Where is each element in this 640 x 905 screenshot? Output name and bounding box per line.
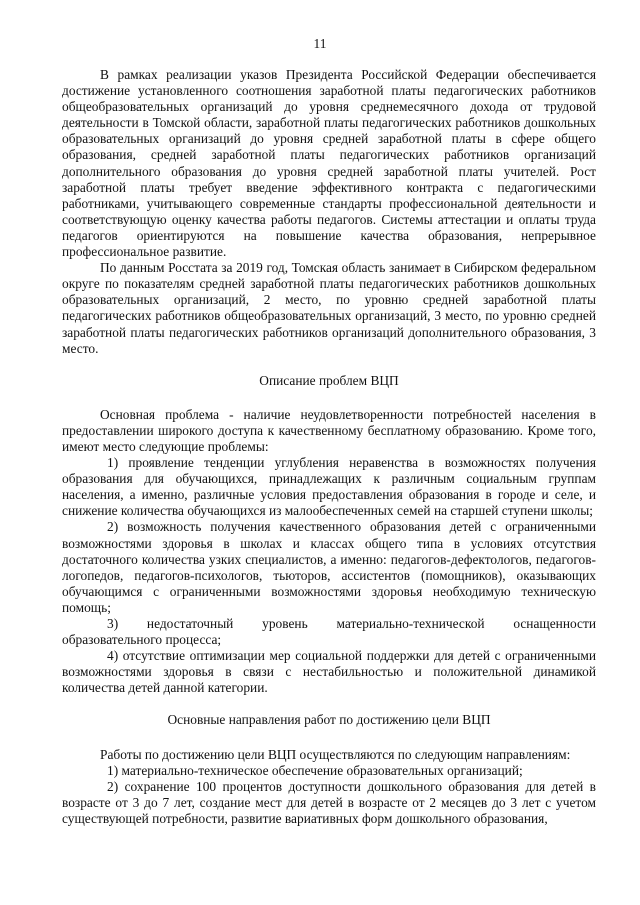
directions-intro: Работы по достижению цели ВЦП осуществляются по следующим направлениям: (100, 746, 571, 762)
problems-intro: Основная проблема - наличие неудовлетворенности потребностей населения в предоставлении широкого доступа к качественному бесплатному образованию. Кроме того, имеют место следующие проблемы: (62, 406, 596, 454)
direction-item: 1) материально-техническое обеспечение образовательных организаций; (107, 762, 523, 778)
problem-item: 2) возможность получения качественного образования детей с ограниченными возможностями здоровья в школах и классах общего типа в условиях отсутствия достаточного количества узких специалистов, а именно: педагогов-дефектологов, педагогов-логопедов, педагогов-психологов, тьюторов, ассистентов (помощников), оказывающих обучающимся с ограниченными возможностями здоровья необходимую техническую помощь; (62, 519, 596, 615)
problem-item: 3) недостаточный уровень материально-технической оснащенности образовательного процесса; (62, 616, 596, 648)
problem-item: 1) проявление тенденции углубления неравенства в возможностях получения образования для обучающихся, принадлежащих к различным социальным группам населения, а именно, различные условия предоставления образования в городе и селе, и снижение количества обучающихся из малообеспеченных семей на старшей ступени школы; (62, 455, 596, 519)
direction-item: 2) сохранение 100 процентов доступности дошкольного образования для детей в возрасте от 3 до 7 лет, создание мест для детей в возрасте от 2 месяцев до 3 лет с учетом существующей потребности, развитие вариативных форм дошкольного образования, (62, 778, 596, 826)
paragraph-rosstat: По данным Росстата за 2019 год, Томская область занимает в Сибирском федеральном округе по показателям средней заработной платы педагогических работников дошкольных образовательных организаций, 2 место, по уровню средней заработной платы педагогических работников общеобразовательных организаций, 3 место, по уровню средней заработной платы педагогических работников организаций дополнительного образования, 3 место. (62, 260, 596, 356)
heading-problems: Описание проблем ВЦП (259, 372, 399, 388)
document-body (62, 67, 596, 827)
problem-item: 4) отсутствие оптимизации мер социальной поддержки для детей с ограниченными возможностями здоровья в связи с нестабильностью и положительной динамикой количества детей данной категории. (62, 648, 596, 696)
page-number: 11 (313, 36, 327, 51)
paragraph-salary: В рамках реализации указов Президента Российской Федерации обеспечивается достижение установленного соотношения заработной платы педагогических работников общеобразовательных организаций до уровня среднемесячного дохода от трудовой деятельности в Томской области, заработной платы педагогических работников дошкольных образовательных организаций до уровня средней заработной платы в сфере общего образования, средней заработной платы педагогических работников организаций дополнительного образования до уровня средней заработной платы учителей. Рост заработной платы требует введение эффективного контракта с педагогическими работниками, учитывающего современные стандарты профессиональной деятельности и соответствующую оценку качества работы педагогов. Системы аттестации и оплаты труда педагогов ориентируются на повышение качества образования, непрерывное профессиональное развитие. (62, 67, 596, 260)
heading-directions: Основные направления работ по достижению цели ВЦП (167, 712, 491, 728)
